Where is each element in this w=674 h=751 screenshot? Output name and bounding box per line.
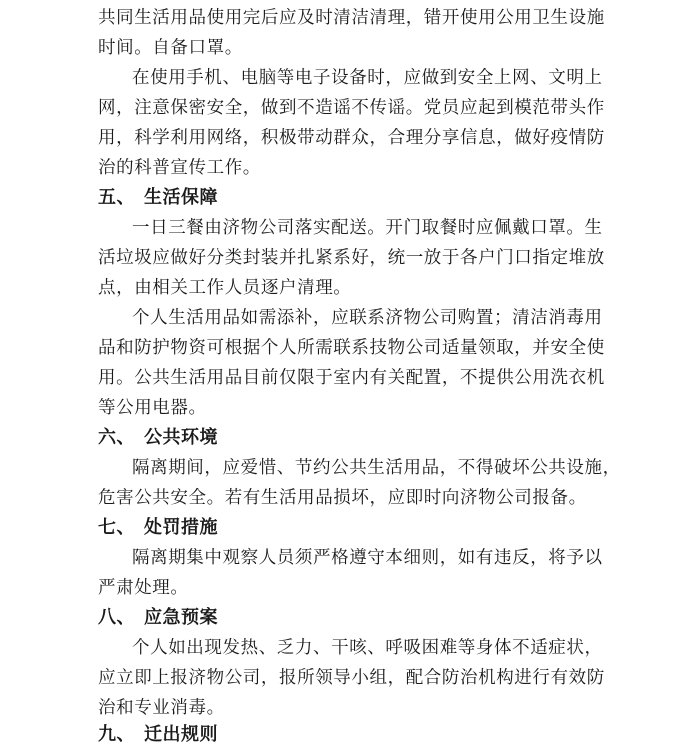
section-title: 迁出规则 xyxy=(144,724,218,745)
body-line: 等公用电器。 xyxy=(98,398,207,418)
paragraph-first-line: 隔离期集中观察人员须严格遵守本细则，如有违反，将予以 xyxy=(132,548,603,568)
section-title: 应急预案 xyxy=(144,607,218,628)
paragraph-first-line: 隔离期间，应爱惜、节约公共生活用品，不得破坏公共设施， xyxy=(132,458,621,478)
body-line: 应立即上报济物公司，报所领导小组，配合防治机构进行有效防 xyxy=(98,668,605,688)
body-line: 品和防护物资可根据个人所需联系技物公司适量领取，并安全使 xyxy=(98,338,605,358)
paragraph-first-line: 个人生活用品如需添补，应联系济物公司购置；清洁消毒用 xyxy=(132,308,603,328)
section-heading-9 xyxy=(98,720,578,750)
body-line: 用，科学利用网络，积极带动群众，合理分享信息，做好疫情防 xyxy=(98,128,605,148)
body-line: 点，由相关工作人员逐户清理。 xyxy=(98,278,352,298)
body-line: 共同生活用品使用完后应及时清洁清理，错开使用公用卫生设施 xyxy=(98,8,605,28)
body-line: 严肃处理。 xyxy=(98,578,189,598)
body-line: 治的科普宣传工作。 xyxy=(98,158,261,178)
section-number: 六、 xyxy=(98,427,135,448)
section-number: 八、 xyxy=(98,607,135,628)
section-heading-5 xyxy=(98,183,578,213)
section-number: 九、 xyxy=(98,724,135,745)
paragraph-first-line: 个人如出现发热、乏力、干咳、呼吸困难等身体不适症状， xyxy=(132,638,603,658)
section-number: 五、 xyxy=(98,187,135,208)
section-title: 处罚措施 xyxy=(144,517,218,538)
body-line: 用。公共生活用品目前仅限于室内有关配置，不提供公用洗衣机 xyxy=(98,368,605,388)
body-line: 活垃圾应做好分类封装并扎紧系好，统一放于各户门口指定堆放 xyxy=(98,248,605,268)
paragraph-first-line: 在使用手机、电脑等电子设备时，应做到安全上网、文明上 xyxy=(132,68,603,88)
section-title: 公共环境 xyxy=(144,427,218,448)
body-line: 危害公共安全。若有生活用品损坏，应即时向济物公司报备。 xyxy=(98,488,587,508)
section-heading-8 xyxy=(98,603,578,633)
body-line: 网，注意保密安全，做到不造谣不传谣。党员应起到模范带头作 xyxy=(98,98,605,118)
section-number: 七、 xyxy=(98,517,135,538)
section-title: 生活保障 xyxy=(144,187,218,208)
body-line: 治和专业消毒。 xyxy=(98,698,225,718)
section-heading-6 xyxy=(98,423,578,453)
body-line: 时间。自备口罩。 xyxy=(98,38,243,58)
section-heading-7 xyxy=(98,513,578,543)
paragraph-first-line: 一日三餐由济物公司落实配送。开门取餐时应佩戴口罩。生 xyxy=(132,218,603,238)
